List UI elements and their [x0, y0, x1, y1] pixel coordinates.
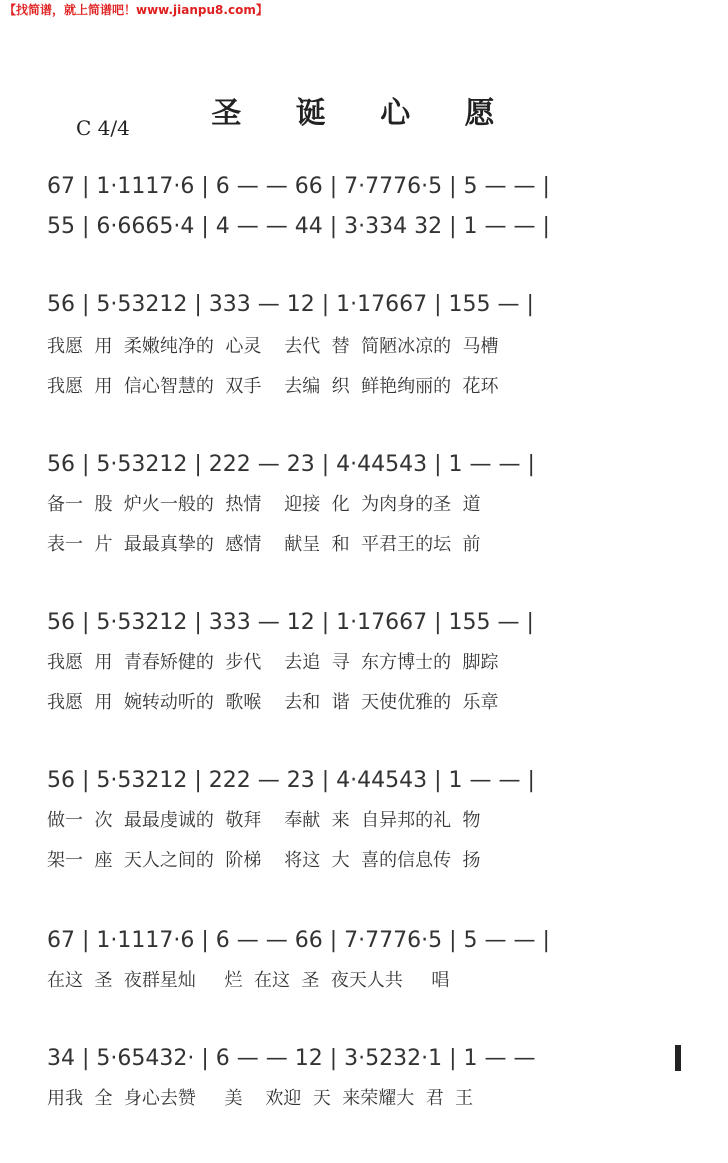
- lyric-line: 我愿 用 信心智慧的 双手 去编 织 鲜艳绚丽的 花环: [47, 376, 499, 397]
- notation-line: 34 | 5·65432· | 6 — — 12 | 3·5232·1 | 1 — —: [47, 1046, 536, 1071]
- lyric-line: 表一 片 最最真挚的 感情 献呈 和 平君王的坛 前: [47, 534, 481, 555]
- notation-line: 67 | 1·1117·6 | 6 — — 66 | 7·7776·5 | 5 — — |: [47, 174, 550, 199]
- lyric-line: 用我 全 身心去赞 美 欢迎 天 来荣耀大 君 王: [47, 1088, 474, 1109]
- final-barline: [675, 1045, 681, 1071]
- notation-line: 55 | 6·6665·4 | 4 — — 44 | 3·334 32 | 1 — — |: [47, 214, 550, 239]
- notation-line: 56 | 5·53212 | 222 — 23 | 4·44543 | 1 — — |: [47, 452, 535, 477]
- lyric-line: 架一 座 天人之间的 阶梯 将这 大 喜的信息传 扬: [47, 850, 481, 871]
- lyric-line: 备一 股 炉火一般的 热情 迎接 化 为肉身的圣 道: [47, 494, 481, 515]
- song-title: 圣 诞 心 愿: [211, 96, 517, 131]
- notation-line: 67 | 1·1117·6 | 6 — — 66 | 7·7776·5 | 5 — — |: [47, 928, 550, 953]
- watermark: 【找简谱，就上简谱吧！www.jianpu8.com】: [4, 3, 268, 17]
- lyric-line: 做一 次 最最虔诚的 敬拜 奉献 来 自异邦的礼 物: [47, 810, 481, 831]
- lyric-line: 我愿 用 婉转动听的 歌喉 去和 谐 天使优雅的 乐章: [47, 692, 499, 713]
- notation-line: 56 | 5·53212 | 333 — 12 | 1·17667 | 155 — |: [47, 292, 534, 317]
- lyric-line: 我愿 用 青春矫健的 步代 去追 寻 东方博士的 脚踪: [47, 652, 499, 673]
- key-signature: C 4/4: [76, 116, 130, 140]
- lyric-line: 在这 圣 夜群星灿 烂 在这 圣 夜天人共 唱: [47, 970, 450, 991]
- notation-line: 56 | 5·53212 | 333 — 12 | 1·17667 | 155 — |: [47, 610, 534, 635]
- lyric-line: 我愿 用 柔嫩纯净的 心灵 去代 替 简陋冰凉的 马槽: [47, 336, 499, 357]
- notation-line: 56 | 5·53212 | 222 — 23 | 4·44543 | 1 — — |: [47, 768, 535, 793]
